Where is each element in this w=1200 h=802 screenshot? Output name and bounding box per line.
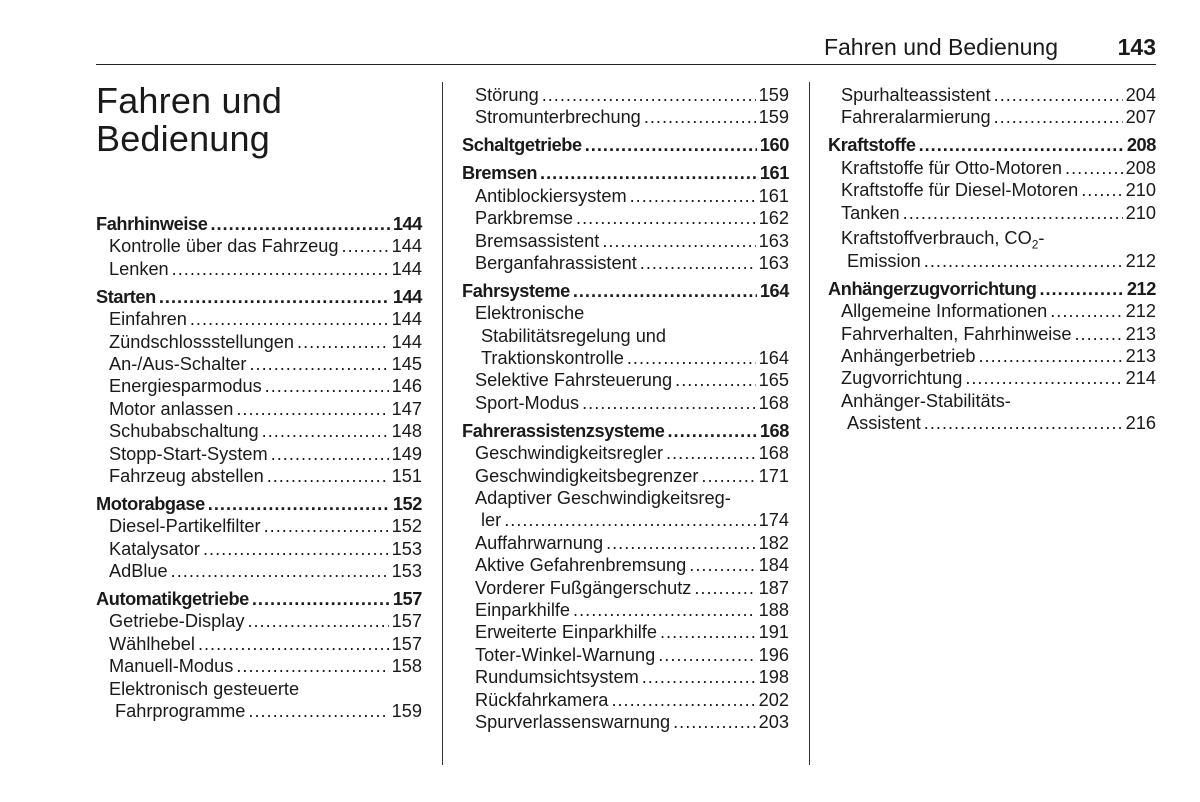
- toc-page: 145: [391, 353, 422, 374]
- leader-dots: [271, 443, 389, 465]
- toc-page: 164: [759, 280, 789, 301]
- toc-entry-line: [828, 224, 1156, 250]
- toc-label: ler: [481, 510, 502, 531]
- toc-label: Spurverlassenswarnung: [475, 711, 671, 732]
- leader-dots: [658, 644, 755, 666]
- toc-page: 159: [758, 85, 789, 105]
- toc-entry-tempomat[interactable]: [462, 442, 789, 464]
- leader-dots: [673, 711, 756, 733]
- leader-dots: [542, 84, 756, 106]
- toc-page: 144: [391, 331, 422, 352]
- toc-entry-line: Adaptiver Geschwindigkeitsreg-: [475, 488, 731, 509]
- leader-dots: [210, 213, 389, 235]
- toc-entry-zuendschloss[interactable]: [96, 331, 422, 353]
- toc-label: Fahreralarmierung: [841, 107, 991, 128]
- toc-label: Störung: [475, 85, 539, 105]
- leader-dots: [190, 308, 389, 330]
- toc-page: 152: [392, 493, 422, 514]
- leader-dots: [171, 560, 389, 582]
- leader-dots: [644, 106, 756, 128]
- toc-label: Spurhalteassistent: [841, 85, 991, 105]
- toc-label: Fahrerassistenzsysteme: [462, 420, 665, 441]
- toc-page: 148: [391, 421, 422, 442]
- leader-dots: [297, 331, 389, 353]
- toc-entry-schub[interactable]: [96, 420, 422, 442]
- toc-page: 158: [391, 656, 422, 677]
- running-header: [96, 34, 1156, 65]
- toc-label: Antiblockiersystem: [475, 185, 627, 206]
- leader-dots: [172, 258, 389, 280]
- leader-dots: [994, 106, 1123, 128]
- toc-page: 157: [391, 611, 422, 632]
- toc-label: Katalysator: [109, 538, 200, 559]
- toc-page: 159: [758, 107, 789, 128]
- toc-entry-begrenzer[interactable]: [462, 465, 789, 487]
- toc-entry-fahrprogramme[interactable]: [96, 700, 422, 722]
- toc-page: 208: [1125, 157, 1156, 178]
- leader-dots: [573, 280, 757, 302]
- toc-label: Schubabschaltung: [109, 421, 259, 442]
- toc-entry-otto[interactable]: [828, 157, 1156, 179]
- toc-entry-adblue[interactable]: [96, 560, 422, 582]
- leader-dots: [694, 577, 755, 599]
- toc-entry-stromunter[interactable]: [462, 106, 789, 128]
- toc-entry-energiespar[interactable]: [96, 375, 422, 397]
- toc-page: 153: [391, 561, 422, 582]
- toc-label: Energiesparmodus: [109, 376, 262, 397]
- leader-dots: [203, 538, 389, 560]
- toc-section-fahrsysteme[interactable]: [462, 280, 789, 302]
- leader-dots: [265, 375, 389, 397]
- toc-page: 168: [758, 392, 789, 413]
- column-divider: [442, 82, 443, 765]
- toc-column-3: [828, 84, 1156, 435]
- toc-page: 202: [758, 689, 789, 710]
- toc-entry-line: Elektronische: [475, 303, 585, 324]
- toc-entry-katalysator[interactable]: [96, 538, 422, 560]
- leader-dots: [611, 689, 755, 711]
- leader-dots: [573, 599, 756, 621]
- toc-page: 161: [758, 185, 789, 206]
- toc-page: 182: [758, 532, 789, 553]
- toc-page: 160: [759, 135, 789, 156]
- header-section-title: Fahren und Bedienung: [823, 34, 1058, 60]
- toc-section-kraftstoffe[interactable]: [828, 134, 1156, 156]
- toc-page: 214: [1125, 368, 1156, 389]
- toc-line-text: Kraftstoffverbrauch, CO: [841, 227, 1032, 248]
- toc-label: Diesel-Partikelfilter: [109, 516, 261, 537]
- toc-entry-getriebedisplay[interactable]: [96, 610, 422, 632]
- leader-dots: [919, 134, 1124, 156]
- toc-label: Aktive Gefahrenbremsung: [475, 555, 687, 576]
- toc-label: Vorderer Fußgängerschutz: [475, 577, 692, 598]
- toc-entry-kontrolle[interactable]: [96, 235, 422, 257]
- toc-page: 210: [1125, 202, 1156, 223]
- toc-page: 144: [392, 214, 422, 234]
- toc-label: Anhängerbetrieb: [841, 346, 976, 367]
- toc-page: 152: [391, 516, 422, 537]
- toc-section-automatik[interactable]: [96, 588, 422, 610]
- toc-page: 151: [391, 465, 422, 486]
- toc-entry-motoranlassen[interactable]: [96, 398, 422, 420]
- leader-dots: [630, 185, 756, 207]
- leader-dots: [606, 532, 756, 554]
- toc-label: Manuell-Modus: [109, 656, 234, 677]
- toc-entry-traktionskontrolle[interactable]: [462, 347, 789, 369]
- toc-entry-stoerung[interactable]: [462, 84, 789, 106]
- toc-label: Rundumsichtsystem: [475, 667, 639, 688]
- toc-label: Rückfahrkamera: [475, 689, 609, 710]
- toc-page: 203: [758, 711, 789, 732]
- toc-label: Getriebe-Display: [109, 611, 245, 632]
- toc-page: 216: [1125, 413, 1156, 434]
- toc-page: 213: [1125, 323, 1156, 344]
- toc-entry-lenken[interactable]: [96, 258, 422, 280]
- toc-page: 207: [1125, 107, 1156, 128]
- toc-entry-anaus[interactable]: [96, 353, 422, 375]
- toc-label: Geschwindigkeitsregler: [475, 443, 664, 464]
- toc-label: Erweiterte Einparkhilfe: [475, 622, 657, 643]
- leader-dots: [660, 621, 756, 643]
- toc-page: 159: [391, 700, 422, 721]
- toc-page: 198: [758, 667, 789, 688]
- toc-page: 187: [758, 577, 789, 598]
- leader-dots: [504, 509, 755, 531]
- toc-page: 168: [758, 443, 789, 464]
- toc-page: 174: [758, 510, 789, 531]
- toc-page: 208: [1126, 135, 1156, 156]
- toc-page: 213: [1125, 346, 1156, 367]
- toc-page: 147: [391, 398, 422, 419]
- toc-entry-line: Anhänger-Stabilitäts-: [841, 390, 1011, 411]
- toc-entry-rueckfahr[interactable]: [462, 689, 789, 711]
- toc-entry-bremsassist[interactable]: [462, 230, 789, 252]
- toc-label: Motorabgase: [96, 493, 205, 514]
- leader-dots: [1075, 323, 1123, 345]
- leader-dots: [1081, 179, 1122, 201]
- toc-page: 196: [758, 644, 789, 665]
- toc-label: Kraftstoffe: [828, 135, 916, 156]
- toc-label: Zugvorrichtung: [841, 368, 963, 389]
- toc-entry-diesel[interactable]: [96, 515, 422, 537]
- leader-dots: [262, 420, 389, 442]
- toc-label: Stopp-Start-System: [109, 443, 268, 464]
- leader-dots: [627, 347, 756, 369]
- leader-dots: [640, 252, 756, 274]
- leader-dots: [675, 369, 755, 391]
- toc-label: Wählhebel: [109, 633, 195, 654]
- toc-page: 204: [1125, 85, 1156, 105]
- toc-label: Starten: [96, 286, 156, 307]
- leader-dots: [994, 84, 1123, 106]
- toc-entry-tanken[interactable]: [828, 202, 1156, 224]
- leader-dots: [642, 666, 756, 688]
- toc-page: 164: [758, 348, 789, 369]
- subscript-text: 2: [1031, 237, 1039, 252]
- toc-entry-fussgaenger[interactable]: [462, 577, 789, 599]
- toc-label: Fahrzeug abstellen: [109, 465, 264, 486]
- toc-entry-line: Stabilitätsregelung und: [481, 325, 667, 346]
- toc-entry-emission[interactable]: [828, 250, 1156, 272]
- toc-entry-totwinkel[interactable]: [462, 644, 789, 666]
- toc-label: Anhängerzugvorrichtung: [828, 278, 1037, 299]
- leader-dots: [1050, 300, 1122, 322]
- toc-label: Schaltgetriebe: [462, 135, 582, 156]
- toc-entry-selektive[interactable]: [462, 369, 789, 391]
- toc-page: 212: [1125, 250, 1156, 271]
- toc-label: Bremsassistent: [475, 230, 600, 251]
- toc-section-motorabgase[interactable]: [96, 493, 422, 515]
- toc-entry-einfahren[interactable]: [96, 308, 422, 330]
- toc-entry-aktivbrems[interactable]: [462, 554, 789, 576]
- toc-page: 149: [391, 443, 422, 464]
- leader-dots: [208, 493, 390, 515]
- toc-entry-einpark[interactable]: [462, 599, 789, 621]
- toc-label: Traktionskontrolle: [481, 348, 624, 369]
- toc-page: 162: [758, 208, 789, 229]
- toc-entry-spurverlassen[interactable]: [462, 711, 789, 733]
- leader-dots: [264, 515, 389, 537]
- toc-entry-stoppstart[interactable]: [96, 443, 422, 465]
- toc-label: Bremsen: [462, 163, 538, 184]
- toc-entry-abstellen[interactable]: [96, 465, 422, 487]
- toc-section-bremsen[interactable]: [462, 162, 789, 184]
- toc-label: Fahrprogramme: [115, 700, 246, 721]
- toc-line-text: -: [1038, 227, 1045, 248]
- leader-dots: [602, 230, 755, 252]
- leader-dots: [701, 465, 755, 487]
- toc-entry-line: Elektronisch gesteuerte: [109, 678, 300, 699]
- toc-label: Lenken: [109, 258, 169, 279]
- leader-dots: [965, 367, 1122, 389]
- toc-entry-berganfahr[interactable]: [462, 252, 789, 274]
- leader-dots: [689, 554, 755, 576]
- toc-entry-erweitert[interactable]: [462, 621, 789, 643]
- toc-entry-allgemein[interactable]: [828, 300, 1156, 322]
- toc-page: 157: [392, 589, 422, 610]
- toc-label: Sport-Modus: [475, 392, 580, 413]
- toc-entry-sport[interactable]: [462, 392, 789, 414]
- chapter-title-line1: Fahren und: [96, 80, 283, 121]
- toc-entry-fahrverhalten[interactable]: [828, 323, 1156, 345]
- toc-label: Emission: [847, 250, 921, 271]
- toc-page: 144: [391, 309, 422, 330]
- leader-dots: [159, 286, 390, 308]
- toc-page: 153: [391, 538, 422, 559]
- toc-page: 168: [759, 420, 789, 441]
- header-page-number: 143: [1117, 34, 1156, 60]
- toc-page: 163: [758, 230, 789, 251]
- toc-column-2: [462, 84, 789, 733]
- leader-dots: [267, 465, 389, 487]
- toc-label: Automatikgetriebe: [96, 589, 249, 610]
- leader-dots: [198, 633, 389, 655]
- toc-page: 157: [391, 633, 422, 654]
- toc-entry-acc[interactable]: [462, 509, 789, 531]
- toc-section-fahrhinweise[interactable]: [96, 213, 422, 235]
- toc-section-starten[interactable]: [96, 286, 422, 308]
- toc-page: 184: [758, 555, 789, 576]
- toc-section-anhaengerzug[interactable]: [828, 278, 1156, 300]
- chapter-title: [96, 82, 416, 158]
- toc-entry-abs[interactable]: [462, 185, 789, 207]
- toc-page: 191: [758, 622, 789, 643]
- leader-dots: [248, 700, 388, 722]
- toc-entry-zugvorrichtung[interactable]: [828, 367, 1156, 389]
- toc-label: Zündschlossstellungen: [109, 331, 295, 352]
- toc-label: Kontrolle über das Fahrzeug: [109, 236, 339, 257]
- toc-entry-waehlhebel[interactable]: [96, 633, 422, 655]
- toc-label: Kraftstoffe für Otto-Motoren: [841, 157, 1063, 178]
- leader-dots: [236, 398, 388, 420]
- toc-label: Fahrverhalten, Fahrhinweise: [841, 323, 1072, 344]
- toc-page: 210: [1125, 180, 1156, 201]
- leader-dots: [924, 412, 1123, 434]
- toc-entry-dieselmotor[interactable]: [828, 179, 1156, 201]
- leader-dots: [666, 442, 756, 464]
- chapter-title-line2: Bedienung: [96, 118, 270, 159]
- toc-page: 144: [392, 286, 422, 307]
- toc-entry-anhaengerbetrieb[interactable]: [828, 345, 1156, 367]
- toc-label: AdBlue: [109, 561, 168, 582]
- toc-label: Kraftstoffe für Diesel-Motoren: [841, 180, 1079, 201]
- toc-label: Toter-Winkel-Warnung: [475, 644, 656, 665]
- leader-dots: [924, 250, 1123, 272]
- toc-entry-auffahr[interactable]: [462, 532, 789, 554]
- toc-label: Stromunterbrechung: [475, 107, 641, 128]
- toc-entry-parkbremse[interactable]: [462, 207, 789, 229]
- toc-label: Einparkhilfe: [475, 599, 571, 620]
- toc-label: Auffahrwarnung: [475, 532, 604, 553]
- leader-dots: [903, 202, 1123, 224]
- toc-page: 146: [391, 376, 422, 397]
- leader-dots: [1039, 278, 1123, 300]
- column-divider: [809, 82, 810, 765]
- toc-label: Berganfahrassistent: [475, 252, 637, 273]
- toc-page: 171: [758, 465, 789, 486]
- leader-dots: [1065, 157, 1123, 179]
- leader-dots: [540, 162, 757, 184]
- toc-page: 188: [758, 599, 789, 620]
- leader-dots: [576, 207, 756, 229]
- toc-section-fahrerassist[interactable]: [462, 420, 789, 442]
- toc-entry-spurhalte[interactable]: [828, 84, 1156, 106]
- toc-label: Fahrsysteme: [462, 280, 570, 301]
- leader-dots: [249, 353, 388, 375]
- toc-page: 144: [391, 258, 422, 279]
- toc-column-1: [96, 213, 422, 722]
- toc-entry-stabilitaet[interactable]: [828, 412, 1156, 434]
- leader-dots: [585, 134, 757, 156]
- toc-section-schaltgetriebe[interactable]: [462, 134, 789, 156]
- leader-dots: [979, 345, 1123, 367]
- toc-label: Parkbremse: [475, 208, 574, 229]
- toc-label: Selektive Fahrsteuerung: [475, 370, 673, 391]
- toc-label: Geschwindigkeitsbegrenzer: [475, 465, 699, 486]
- toc-entry-alarm[interactable]: [828, 106, 1156, 128]
- toc-label: Tanken: [841, 202, 900, 223]
- toc-entry-manuell[interactable]: [96, 655, 422, 677]
- leader-dots: [342, 235, 389, 257]
- toc-label: Fahrhinweise: [96, 214, 208, 234]
- leader-dots: [582, 392, 756, 414]
- toc-page: 144: [391, 236, 422, 257]
- leader-dots: [236, 655, 388, 677]
- toc-page: 161: [759, 163, 789, 184]
- leader-dots: [668, 420, 757, 442]
- toc-label: Motor anlassen: [109, 398, 234, 419]
- toc-page: 212: [1125, 301, 1156, 322]
- toc-label: Einfahren: [109, 309, 187, 330]
- toc-page: 212: [1126, 278, 1156, 299]
- toc-label: Assistent: [847, 413, 921, 434]
- toc-label: An-/Aus-Schalter: [109, 353, 247, 374]
- toc-page: 165: [758, 370, 789, 391]
- toc-page: 163: [758, 252, 789, 273]
- toc-entry-rundum[interactable]: [462, 666, 789, 688]
- toc-label: Allgemeine Informationen: [841, 301, 1048, 322]
- leader-dots: [252, 588, 390, 610]
- leader-dots: [247, 610, 388, 632]
